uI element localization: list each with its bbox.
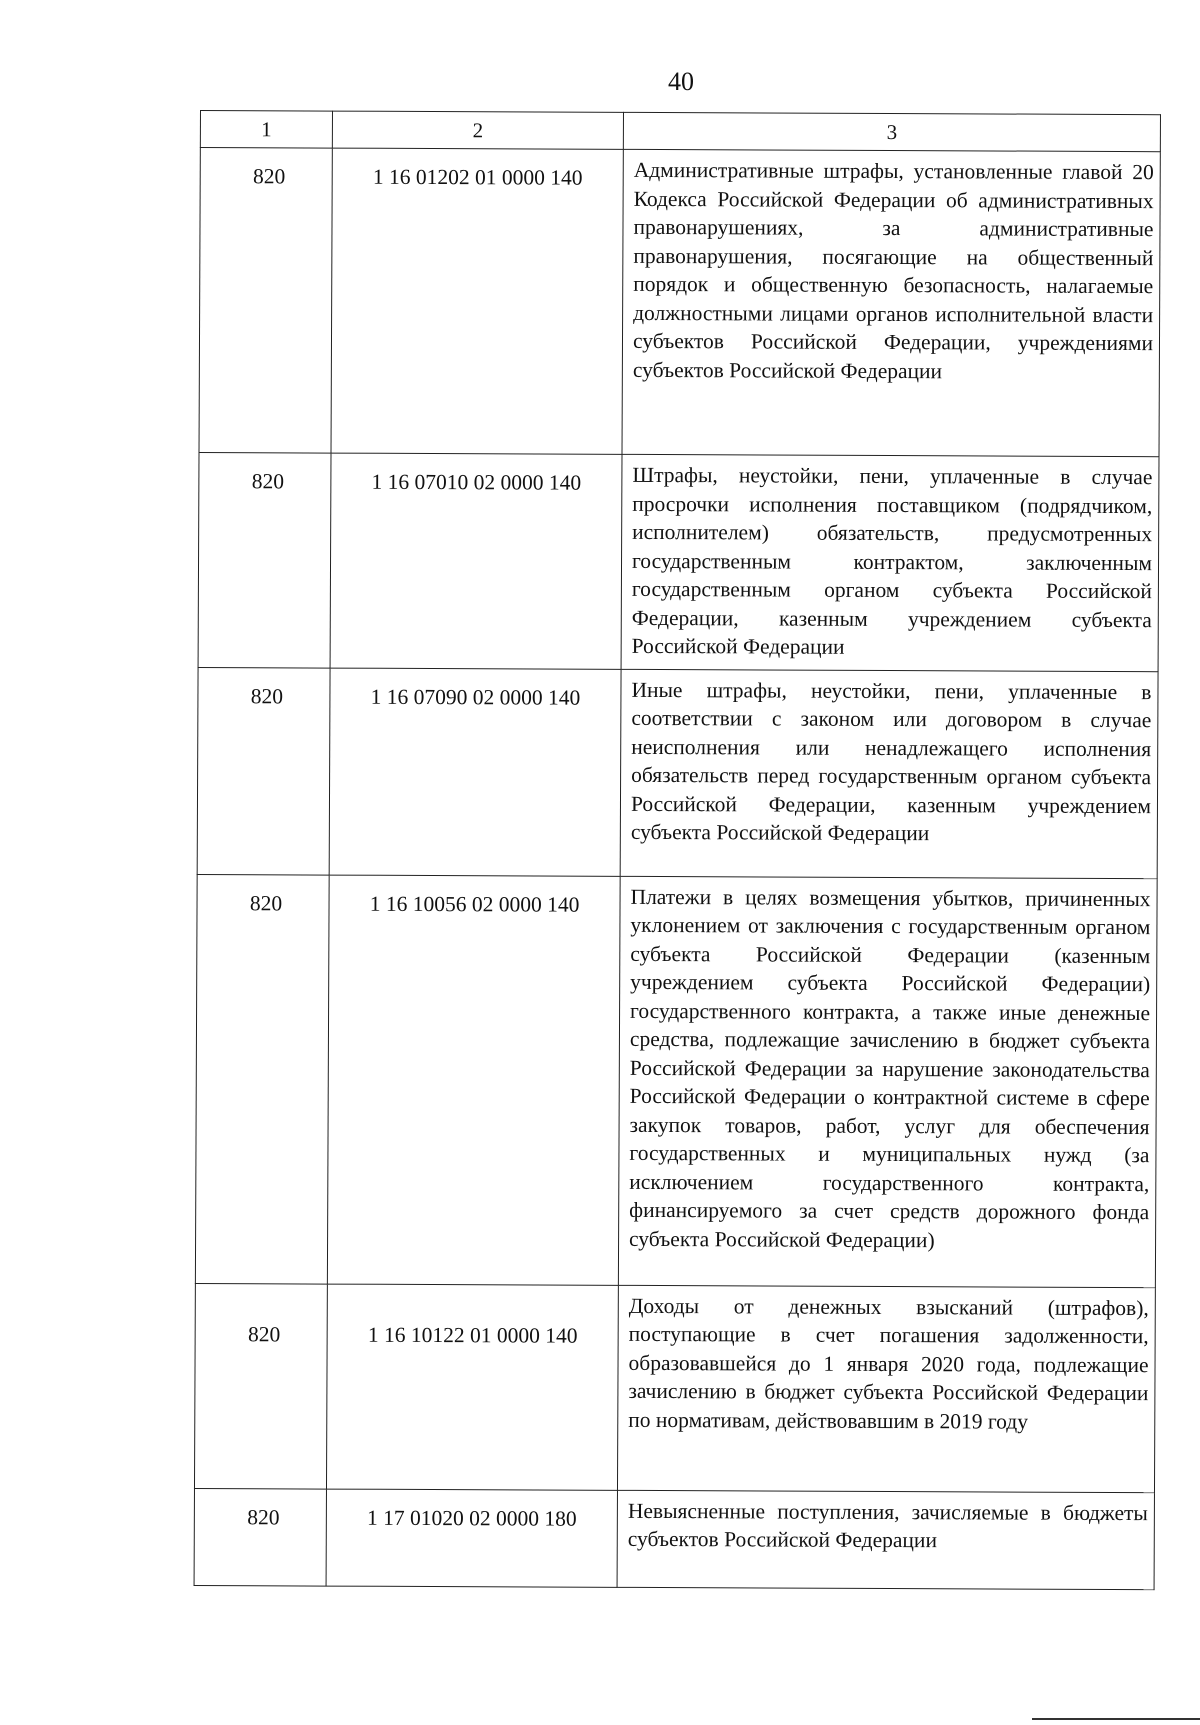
revenue-description-cell: Иные штрафы, неустойки, пени, уплаченные в соответствии с законом или договором в случае неисполнения или ненадлежащего исполнения обязательств перед государственным органом субъекта Российской Федерации, казенным учреждением субъекта Российской Федерации	[620, 669, 1158, 878]
revenue-description-cell: Доходы от денежных взысканий (штрафов), поступающие в счет погашения задолженности, образовавшейся до 1 января 2020 года, подлежащие зачислению в бюджет субъекта Российской Федерации по нормативам, действовавшим в 2019 году	[617, 1285, 1155, 1492]
page-number: 40	[668, 67, 694, 96]
admin-code-cell: 820	[198, 452, 331, 667]
column-header-3: 3	[623, 112, 1160, 151]
table-row	[199, 148, 1160, 457]
column-header-2: 2	[332, 111, 623, 149]
admin-code-cell: 820	[197, 667, 330, 875]
revenue-codes-table	[194, 110, 1161, 1590]
table-row	[198, 452, 1159, 671]
table-header-row	[200, 111, 1160, 152]
admin-code-cell: 820	[199, 148, 332, 454]
revenue-code-cell: 1 16 10122 01 0000 140	[326, 1284, 618, 1490]
table-row	[194, 1488, 1154, 1589]
column-header-1: 1	[200, 111, 332, 149]
revenue-description-cell: Штрафы, неустойки, пени, уплаченные в случае просрочки исполнения поставщиком (подрядчиком, исполнителем) обязательств, предусмотренных государственным контрактом, заключенным государственным органом субъекта Российской Федерации, казенным учреждением субъекта Российской Федерации	[621, 454, 1159, 671]
revenue-code-cell: 1 16 01202 01 0000 140	[331, 148, 623, 454]
admin-code-cell: 820	[194, 1488, 326, 1586]
scan-edge-line	[1032, 1718, 1200, 1720]
revenue-code-cell: 1 16 07090 02 0000 140	[329, 668, 621, 876]
revenue-description-cell: Невыясненные поступления, зачисляемые в бюджеты субъектов Российской Федерации	[617, 1490, 1154, 1589]
table-row	[194, 1283, 1155, 1492]
table-row	[195, 874, 1157, 1287]
revenue-code-cell: 1 16 10056 02 0000 140	[327, 875, 620, 1285]
revenue-code-cell: 1 17 01020 02 0000 180	[326, 1489, 617, 1587]
admin-code-cell: 820	[195, 874, 329, 1284]
revenue-code-cell: 1 16 07010 02 0000 140	[330, 453, 622, 669]
admin-code-cell: 820	[194, 1283, 327, 1489]
revenue-description-cell: Платежи в целях возмещения убытков, причиненных уклонением от заключения с государственным органом субъекта Российской Федерации (казенным учреждением субъекта Российской Федерации) государственного контракта, а также иные денежные средства, подлежащие зачислению в бюджет субъекта Российской Федерации за нарушение законодательства Российской Федерации о контрактной системе в сфере закупок товаров, работ, услуг для обеспечения государственных и муниципальных нужд (за исключением государственного контракта, финансируемого за счет средств дорожного фонда субъекта Российской Федерации)	[618, 876, 1157, 1287]
revenue-description-cell: Административные штрафы, установленные главой 20 Кодекса Российской Федерации об административных правонарушениях, за административные правонарушения, посягающие на общественный порядок и общественную безопасность, налагаемые должностными лицами органов исполнительной власти субъектов Российской Федерации, учреждениями субъектов Российской Федерации	[622, 149, 1160, 456]
table-row	[197, 667, 1158, 878]
